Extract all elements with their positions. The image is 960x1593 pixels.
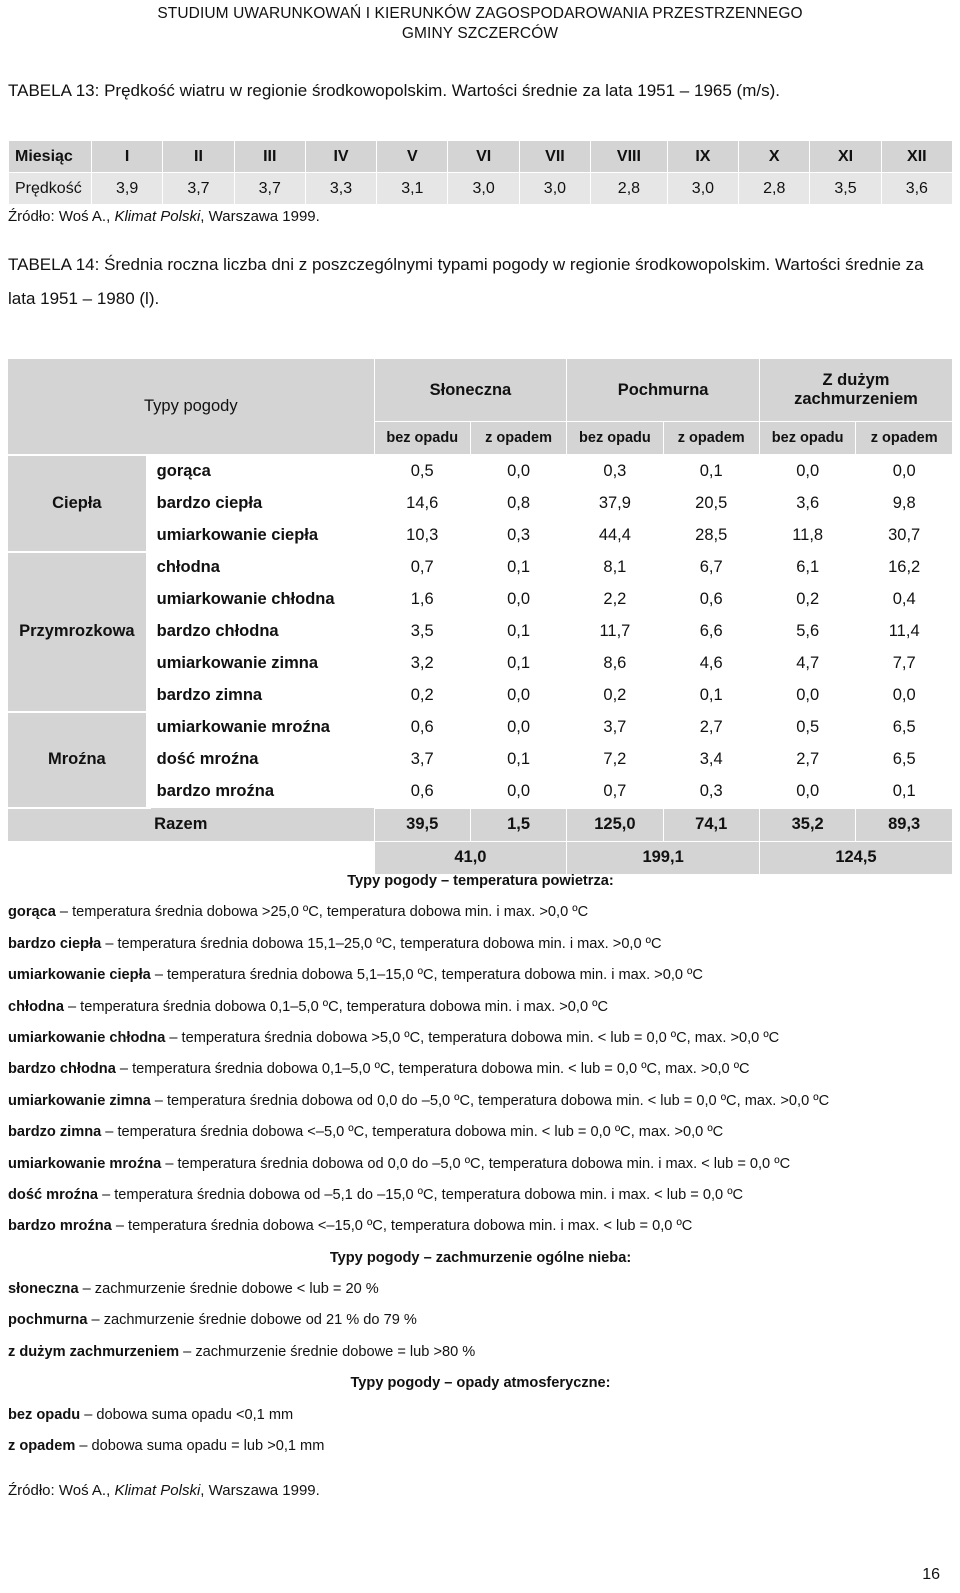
wind-speed-cell: 3,7 <box>163 173 234 205</box>
wind-speed-cell: 2,8 <box>591 173 668 205</box>
definition-item <box>8 1431 953 1462</box>
definition-item <box>8 1274 953 1305</box>
definition-text: – zachmurzenie średnie dobowe < lub = 20 % <box>78 1281 379 1298</box>
day-count-cell: 20,5 <box>695 494 728 512</box>
wind-speed-cell: 3,6 <box>881 173 952 205</box>
day-count-cell: 0,0 <box>507 782 531 800</box>
definition-item <box>8 1305 953 1336</box>
wind-speed-cell: 3,0 <box>519 173 590 205</box>
total-cell: 74,1 <box>663 808 759 841</box>
day-count-cell: 0,6 <box>699 590 723 608</box>
day-count-cell: 6,6 <box>699 622 723 640</box>
totals-row <box>8 808 953 841</box>
weather-type-label: bardzo ciepła <box>156 494 263 512</box>
day-count-cell: 0,2 <box>410 686 434 704</box>
day-count-cell: 0,2 <box>603 686 627 704</box>
day-count-cell: 0,3 <box>603 461 627 480</box>
day-count-cell: 0,7 <box>603 782 627 800</box>
weather-type-label: umiarkowanie ciepła <box>156 526 319 544</box>
definition-text: – temperatura średnia dobowa 0,1–5,0 ºC, temperatura dobowa min. < lub = 0,0 ºC, max. >0,0 ºC <box>115 1061 750 1078</box>
definition-item <box>8 1054 953 1085</box>
wind-speed-cell: 3,3 <box>305 173 376 205</box>
day-count-cell: 0,1 <box>507 558 531 576</box>
definition-term: pochmurna <box>8 1312 88 1329</box>
month-header: II <box>163 141 234 173</box>
weather-row <box>8 776 953 809</box>
day-count-cell: 3,7 <box>603 718 627 736</box>
month-header: V <box>377 141 448 173</box>
day-count-cell: 0,0 <box>507 718 531 736</box>
group-total-cell: 41,0 <box>374 841 567 874</box>
definition-item <box>8 897 953 928</box>
day-count-cell: 2,2 <box>603 590 627 608</box>
day-count-cell: 6,1 <box>796 558 820 576</box>
definition-term: umiarkowanie mroźna <box>8 1155 162 1172</box>
definition-item <box>8 1400 953 1431</box>
weather-types-table <box>8 358 953 875</box>
weather-row <box>8 680 953 712</box>
weather-row <box>8 712 953 744</box>
wind-speed-cell: 3,7 <box>234 173 305 205</box>
total-cell: 39,5 <box>374 808 470 841</box>
table13-header-label: Miesiąc <box>9 141 92 173</box>
subheader-cell: z opadem <box>470 422 566 455</box>
weather-type-label: dość mroźna <box>156 750 259 768</box>
day-count-cell: 0,6 <box>410 718 434 736</box>
subheader-cell: bez opadu <box>759 422 855 455</box>
definition-text: – temperatura średnia dobowa >25,0 ºC, temperatura dobowa min. i max. >0,0 ºC <box>55 904 589 921</box>
day-count-cell: 0,0 <box>892 461 916 480</box>
table13-source: Źródło: Woś A., Klimat Polski, Warszawa 1999. <box>8 208 320 225</box>
definition-term: bardzo chłodna <box>8 1061 116 1078</box>
running-header <box>0 4 960 44</box>
section-label: Przymrozkowa <box>8 552 148 712</box>
day-count-cell: 2,7 <box>796 750 820 768</box>
definition-text: – zachmurzenie średnie dobowe = lub >80 % <box>179 1343 476 1360</box>
day-count-cell: 3,5 <box>410 622 434 640</box>
definition-term: słoneczna <box>8 1281 79 1298</box>
group-total-cell: 124,5 <box>759 841 952 874</box>
total-cell: 35,2 <box>759 808 855 841</box>
definition-item <box>8 1211 953 1242</box>
day-count-cell: 0,1 <box>699 461 723 480</box>
definition-term: umiarkowanie ciepła <box>8 967 151 984</box>
definitions-section-title: Typy pogody – opady atmosferyczne: <box>350 1375 611 1392</box>
definition-text: – temperatura średnia dobowa 15,1–25,0 ºC, temperatura dobowa min. i max. >0,0 ºC <box>101 935 662 952</box>
weather-type-label: bardzo zimna <box>156 686 263 704</box>
weather-type-label: gorąca <box>156 462 211 480</box>
wind-speed-cell: 3,1 <box>377 173 448 205</box>
day-count-cell: 6,5 <box>892 750 916 768</box>
table13-value-row <box>9 173 953 205</box>
header-line-1: STUDIUM UWARUNKOWAŃ I KIERUNKÓW ZAGOSPODAROWANIA PRZESTRZENNEGO <box>157 5 803 22</box>
day-count-cell: 37,9 <box>598 494 631 512</box>
day-count-cell: 0,0 <box>507 461 531 480</box>
definition-item <box>8 929 953 960</box>
day-count-cell: 0,1 <box>507 622 531 640</box>
definition-term: dość mroźna <box>8 1186 99 1203</box>
definition-item <box>8 1149 953 1180</box>
definition-text: – temperatura średnia dobowa od –5,1 do –15,0 ºC, temperatura dobowa min. i max. < lub = 0,0 ºC <box>98 1186 744 1203</box>
definition-term: z opadem <box>8 1438 76 1455</box>
group-header-pochmurna: Pochmurna <box>567 359 760 422</box>
definition-text: – temperatura średnia dobowa od 0,0 do –5,0 ºC, temperatura dobowa min. < lub = 0,0 ºC, max. >0,0 ºC <box>150 1092 830 1109</box>
day-count-cell: 0,0 <box>507 686 531 704</box>
definition-text: – temperatura średnia dobowa od 0,0 do –5,0 ºC, temperatura dobowa min. i max. < lub = 0,0 ºC <box>161 1155 791 1172</box>
day-count-cell: 0,4 <box>892 590 916 608</box>
subheader-cell: bez opadu <box>567 422 663 455</box>
day-count-cell: 4,7 <box>796 654 820 672</box>
day-count-cell: 9,8 <box>892 494 916 512</box>
definition-term: bardzo zimna <box>8 1124 102 1141</box>
table14-corner-label: Typy pogody <box>144 396 238 415</box>
month-header: XII <box>881 141 952 173</box>
definition-text: – temperatura średnia dobowa >5,0 ºC, temperatura dobowa min. < lub = 0,0 ºC, max. >0,0 ºC <box>165 1029 780 1046</box>
day-count-cell: 0,0 <box>796 782 820 800</box>
wind-speed-cell: 2,8 <box>739 173 810 205</box>
header-line-2: GMINY SZCZERCÓW <box>401 25 559 42</box>
day-count-cell: 0,1 <box>699 686 723 704</box>
day-count-cell: 7,7 <box>892 654 916 672</box>
day-count-cell: 0,6 <box>410 782 434 800</box>
table14-corner <box>8 359 374 455</box>
definition-item <box>8 1023 953 1054</box>
definition-term: z dużym zachmurzeniem <box>8 1343 180 1360</box>
definition-text: – temperatura średnia dobowa <–5,0 ºC, temperatura dobowa min. < lub = 0,0 ºC, max. >0,0 ºC <box>101 1124 724 1141</box>
definition-text: – temperatura średnia dobowa 5,1–15,0 ºC, temperatura dobowa min. i max. >0,0 ºC <box>150 967 703 984</box>
day-count-cell: 6,7 <box>699 558 723 576</box>
day-count-cell: 3,7 <box>410 750 434 768</box>
day-count-cell: 0,0 <box>796 686 820 704</box>
day-count-cell: 8,1 <box>603 558 627 576</box>
day-count-cell: 0,3 <box>507 526 531 544</box>
definitions-block <box>8 866 953 1462</box>
weather-type-label: chłodna <box>156 558 220 576</box>
definition-text: – temperatura średnia dobowa <–15,0 ºC, temperatura dobowa min. i max. < lub = 0,0 ºC <box>111 1218 693 1235</box>
month-header: III <box>234 141 305 173</box>
day-count-cell: 4,6 <box>699 654 723 672</box>
day-count-cell: 16,2 <box>888 558 921 576</box>
total-cell: 89,3 <box>856 808 953 841</box>
definitions-section-title: Typy pogody – temperatura powietrza: <box>347 873 614 889</box>
wind-speed-cell: 3,0 <box>448 173 519 205</box>
month-header: VI <box>448 141 519 173</box>
day-count-cell: 1,6 <box>410 590 434 608</box>
subheader-cell: bez opadu <box>374 422 470 455</box>
weather-row <box>8 616 953 648</box>
day-count-cell: 14,6 <box>406 494 439 512</box>
day-count-cell: 30,7 <box>888 526 921 544</box>
definition-term: bardzo ciepła <box>8 935 102 952</box>
wind-speed-cell: 3,0 <box>667 173 738 205</box>
wind-speed-cell: 3,9 <box>92 173 163 205</box>
day-count-cell: 0,8 <box>507 494 531 512</box>
day-count-cell: 44,4 <box>598 526 631 544</box>
definition-term: bardzo mroźna <box>8 1218 112 1235</box>
group-total-cell: 199,1 <box>567 841 760 874</box>
day-count-cell: 0,5 <box>410 461 434 480</box>
day-count-cell: 11,7 <box>599 622 631 640</box>
weather-row <box>8 520 953 552</box>
table14-caption: TABELA 14: Średnia roczna liczba dni z poszczególnymi typami pogody w regionie środkowopolskim. Wartości średnie za lata 1951 – 1980 (l). <box>8 255 924 308</box>
day-count-cell: 0,0 <box>892 686 916 704</box>
definition-item <box>8 1117 953 1148</box>
month-header: VII <box>519 141 590 173</box>
day-count-cell: 3,6 <box>796 494 820 512</box>
day-count-cell: 6,5 <box>892 718 916 736</box>
day-count-cell: 11,8 <box>792 526 824 544</box>
section-label: Mroźna <box>8 712 148 809</box>
table13-row-label: Prędkość <box>9 173 92 205</box>
day-count-cell: 0,3 <box>699 782 723 800</box>
totals-corner <box>8 808 148 841</box>
month-header: XI <box>810 141 881 173</box>
table13-header-row <box>9 141 953 173</box>
definition-term: umiarkowanie chłodna <box>8 1029 166 1046</box>
day-count-cell: 0,7 <box>410 558 434 576</box>
group-header-sloneczna: Słoneczna <box>374 359 567 422</box>
day-count-cell: 5,6 <box>796 622 820 640</box>
day-count-cell: 3,2 <box>410 654 434 672</box>
definition-item <box>8 960 953 991</box>
total-cell: 125,0 <box>567 808 663 841</box>
definition-item <box>8 1337 953 1368</box>
definition-text: – dobowa suma opadu <0,1 mm <box>80 1406 294 1423</box>
month-header: VIII <box>591 141 668 173</box>
weather-type-label: bardzo mroźna <box>156 782 275 801</box>
day-count-cell: 2,7 <box>699 718 723 736</box>
day-count-cell: 8,6 <box>603 654 627 672</box>
month-header: IV <box>305 141 376 173</box>
weather-row <box>8 648 953 680</box>
definition-item <box>8 1180 953 1211</box>
weather-type-label: umiarkowanie mroźna <box>156 718 330 736</box>
weather-row <box>8 455 953 488</box>
day-count-cell: 0,0 <box>507 590 531 608</box>
definition-text: – zachmurzenie średnie dobowe od 21 % do 79 % <box>87 1312 417 1329</box>
day-count-cell: 0,2 <box>796 590 820 608</box>
day-count-cell: 3,4 <box>699 750 723 768</box>
weather-type-label: umiarkowanie zimna <box>156 654 319 672</box>
day-count-cell: 10,3 <box>406 526 439 544</box>
definition-term: chłodna <box>8 998 64 1015</box>
definition-term: bez opadu <box>8 1406 81 1423</box>
day-count-cell: 7,2 <box>603 750 627 768</box>
footer-source: Źródło: Woś A., Klimat Polski, Warszawa 1999. <box>8 1482 320 1499</box>
definition-text: – dobowa suma opadu = lub >0,1 mm <box>75 1438 325 1455</box>
month-header: X <box>739 141 810 173</box>
month-header: IX <box>667 141 738 173</box>
weather-row <box>8 744 953 776</box>
definition-term: umiarkowanie zimna <box>8 1092 151 1109</box>
weather-row <box>8 584 953 616</box>
day-count-cell: 11,4 <box>888 622 920 640</box>
weather-row <box>8 552 953 584</box>
day-count-cell: 0,5 <box>796 718 820 736</box>
table13-caption: TABELA 13: Prędkość wiatru w regionie środkowopolskim. Wartości średnie za lata 1951 – 1965 (m/s). <box>8 81 780 100</box>
definition-item <box>8 1086 953 1117</box>
day-count-cell: 0,1 <box>507 654 531 672</box>
day-count-cell: 28,5 <box>695 526 728 544</box>
group-header-zachmurzenie: Z dużym zachmurzeniem <box>759 359 952 422</box>
definition-term: gorąca <box>8 904 56 921</box>
day-count-cell: 0,0 <box>796 461 820 480</box>
day-count-cell: 0,1 <box>507 750 531 768</box>
weather-row <box>8 488 953 520</box>
subheader-cell: z opadem <box>663 422 759 455</box>
wind-speed-cell: 3,5 <box>810 173 881 205</box>
subheader-cell: z opadem <box>856 422 953 455</box>
day-count-cell: 0,1 <box>892 782 916 800</box>
weather-type-label: bardzo chłodna <box>156 622 279 640</box>
wind-speed-table <box>8 140 953 205</box>
definitions-section-title: Typy pogody – zachmurzenie ogólne nieba: <box>329 1249 632 1266</box>
section-label: Ciepła <box>8 455 148 552</box>
definition-item <box>8 992 953 1023</box>
month-header: I <box>92 141 163 173</box>
totals-label: Razem <box>148 808 374 841</box>
definition-text: – temperatura średnia dobowa 0,1–5,0 ºC, temperatura dobowa min. i max. >0,0 ºC <box>63 998 608 1015</box>
weather-type-label: umiarkowanie chłodna <box>156 590 335 608</box>
page-number: 16 <box>922 1566 940 1583</box>
total-cell: 1,5 <box>470 808 566 841</box>
